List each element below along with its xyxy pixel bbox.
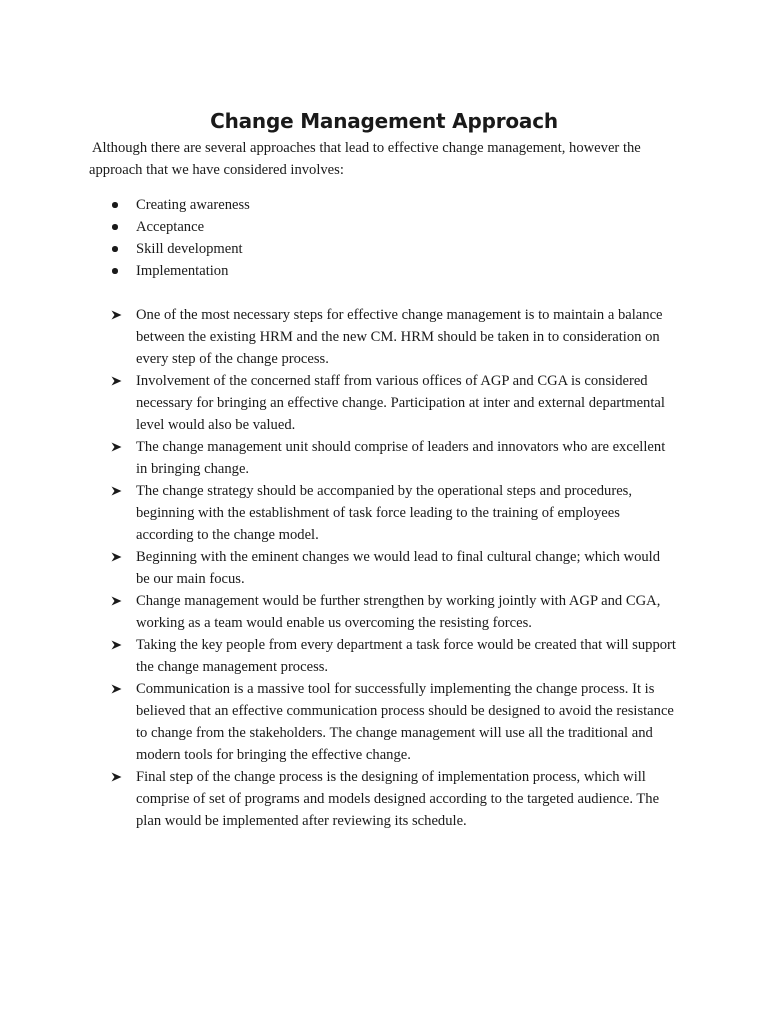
intro-paragraph <box>89 137 689 181</box>
arrow-bullet-icon <box>111 596 122 606</box>
bullet-text: Skill development <box>136 241 243 257</box>
arrow-bullet-icon <box>111 310 122 320</box>
step-text: Taking the key people from every department a task force would be created that will support the change management process. <box>136 637 676 675</box>
bullet-item <box>0 216 768 238</box>
arrow-bullet-icon <box>111 640 122 650</box>
step-text: One of the most necessary steps for effective change management is to maintain a balance between the existing HRM and the new CM. HRM should be taken in to consideration on every step of the change process. <box>136 307 663 367</box>
step-item <box>0 370 676 436</box>
step-item <box>0 436 676 480</box>
step-item <box>0 678 676 766</box>
bullet-text: Acceptance <box>136 219 205 235</box>
bullet-dot-icon <box>112 268 118 274</box>
bullet-list <box>0 194 768 282</box>
bullet-dot-icon <box>112 246 118 252</box>
arrow-bullet-icon <box>111 486 122 496</box>
arrow-bullet-icon <box>111 772 122 782</box>
step-text: Communication is a massive tool for successfully implementing the change process. It is believed that an effective communication process should be designed to avoid the resistance to change from the stakeholders. The change management will use all the traditional and modern tools for bringing the effective change. <box>136 681 674 763</box>
bullet-text: Creating awareness <box>136 197 250 213</box>
arrow-bullet-icon <box>111 552 122 562</box>
intro-text: Although there are several approaches that lead to effective change management, however the approach that we have considered involves: <box>89 140 641 178</box>
step-text: Final step of the change process is the designing of implementation process, which will comprise of set of programs and models designed according to the targeted audience. The plan would be implemented after reviewing its schedule. <box>136 769 660 829</box>
document-title: Change Management Approach <box>210 109 558 134</box>
step-text: The change strategy should be accompanied by the operational steps and procedures, beginning with the establishment of task force leading to the training of employees according to the change model. <box>136 483 633 543</box>
step-item <box>0 634 676 678</box>
arrow-bullet-icon <box>111 442 122 452</box>
arrow-bullet-icon <box>111 684 122 694</box>
bullet-item <box>0 238 768 260</box>
step-list <box>0 304 768 832</box>
arrow-bullet-icon <box>111 376 122 386</box>
step-item <box>0 590 676 634</box>
step-item <box>0 546 676 590</box>
step-item <box>0 304 676 370</box>
bullet-dot-icon <box>112 202 118 208</box>
step-text: The change management unit should comprise of leaders and innovators who are excellent in bringing change. <box>136 439 666 477</box>
step-text: Beginning with the eminent changes we would lead to final cultural change; which would be our main focus. <box>136 549 661 587</box>
bullet-text: Implementation <box>136 263 229 279</box>
bullet-item <box>0 194 768 216</box>
bullet-item <box>0 260 768 282</box>
bullet-dot-icon <box>112 224 118 230</box>
step-item <box>0 766 676 832</box>
step-text: Change management would be further strengthen by working jointly with AGP and CGA, working as a team would enable us overcoming the resisting forces. <box>136 593 661 631</box>
step-text: Involvement of the concerned staff from various offices of AGP and CGA is considered necessary for bringing an effective change. Participation at inter and external departmental level would also be valued. <box>136 373 665 433</box>
step-item <box>0 480 676 546</box>
